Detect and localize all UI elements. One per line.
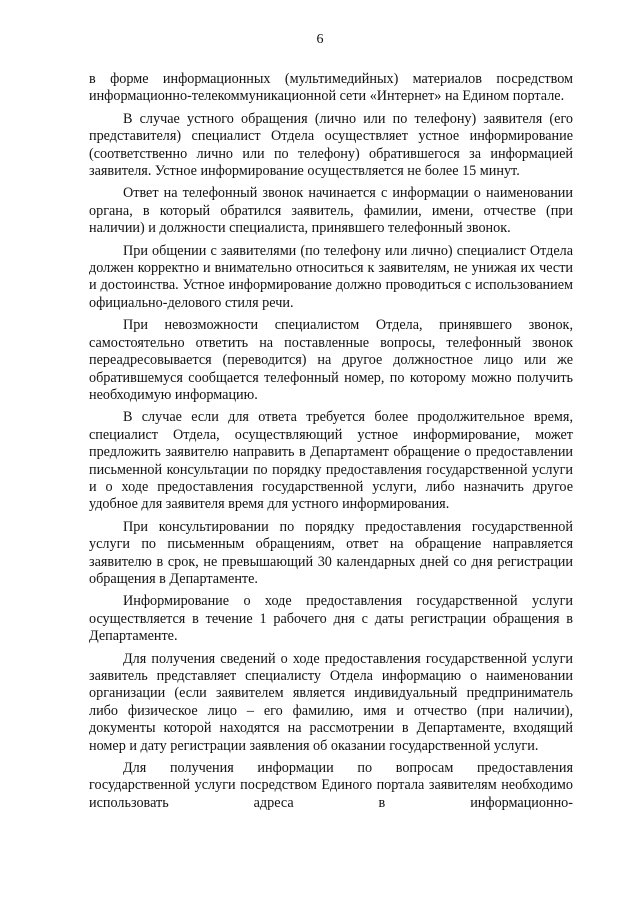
- paragraph-3: Ответ на телефонный звонок начинается с информации о наименовании органа, в который обратился заявитель, фамилии, имени, отчестве (при наличии) и должности специалиста, принявшего телефонный звонок.: [89, 185, 573, 237]
- paragraph-5: При невозможности специалистом Отдела, принявшего звонок, самостоятельно ответить на поставленные вопросы, телефонный звонок переадресовывается (переводится) на другое должностное лицо или же обратившемуся сообщается телефонный номер, по которому можно получить необходимую информацию.: [89, 317, 573, 403]
- paragraph-4: При общении с заявителями (по телефону или лично) специалист Отдела должен корректно и внимательно относиться к заявителям, не унижая их чести и достоинства. Устное информирование должно проводиться с использованием официально-делового стиля речи.: [89, 242, 573, 311]
- paragraph-7: При консультировании по порядку предоставления государственной услуги по письменным обращениям, ответ на обращение направляется заявителю в срок, не превышающий 30 календарных дней со дня регистрации обращения в Департаменте.: [89, 518, 573, 587]
- paragraph-10: Для получения информации по вопросам предоставления государственной услуги посредством Единого портала заявителям необходимо использовать адреса в информационно-: [89, 760, 573, 811]
- paragraph-8: Информирование о ходе предоставления государственной услуги осуществляется в течение 1 рабочего дня с даты регистрации обращения в Департаменте.: [89, 593, 573, 645]
- paragraph-2: В случае устного обращения (лично или по телефону) заявителя (его представителя) специалист Отдела осуществляет устное информирование (соответственно лично или по телефону) обратившегося за информацией заявителя. Устное информирование осуществляется не более 15 минут.: [89, 110, 573, 180]
- paragraph-6: В случае если для ответа требуется более продолжительное время, специалист Отдела, осуществляющий устное информирование, может предложить заявителю направить в Департамент обращение о предоставлении письменной консультации по порядку предоставления государственной услуги и о ходе предоставления государственной услуги, либо назначить другое удобное для заявителя время для устного информирования.: [89, 409, 573, 513]
- paragraph-1: в форме информационных (мультимедийных) материалов посредством информационно-телекоммуникационной сети «Интернет» на Едином портале.: [89, 71, 573, 105]
- document-body: [89, 71, 573, 817]
- page-number: 6: [316, 32, 324, 47]
- paragraph-9: Для получения сведений о ходе предоставления государственной услуги заявитель представляет специалисту Отдела информацию о наименовании организации (если заявителем является индивидуальный предприниматель либо физическое лицо – его фамилию, имя и отчество (при наличии), документы которой находятся на рассмотрении в Департаменте, входящий номер и дату регистрации заявления об оказании государственной услуги.: [89, 650, 573, 754]
